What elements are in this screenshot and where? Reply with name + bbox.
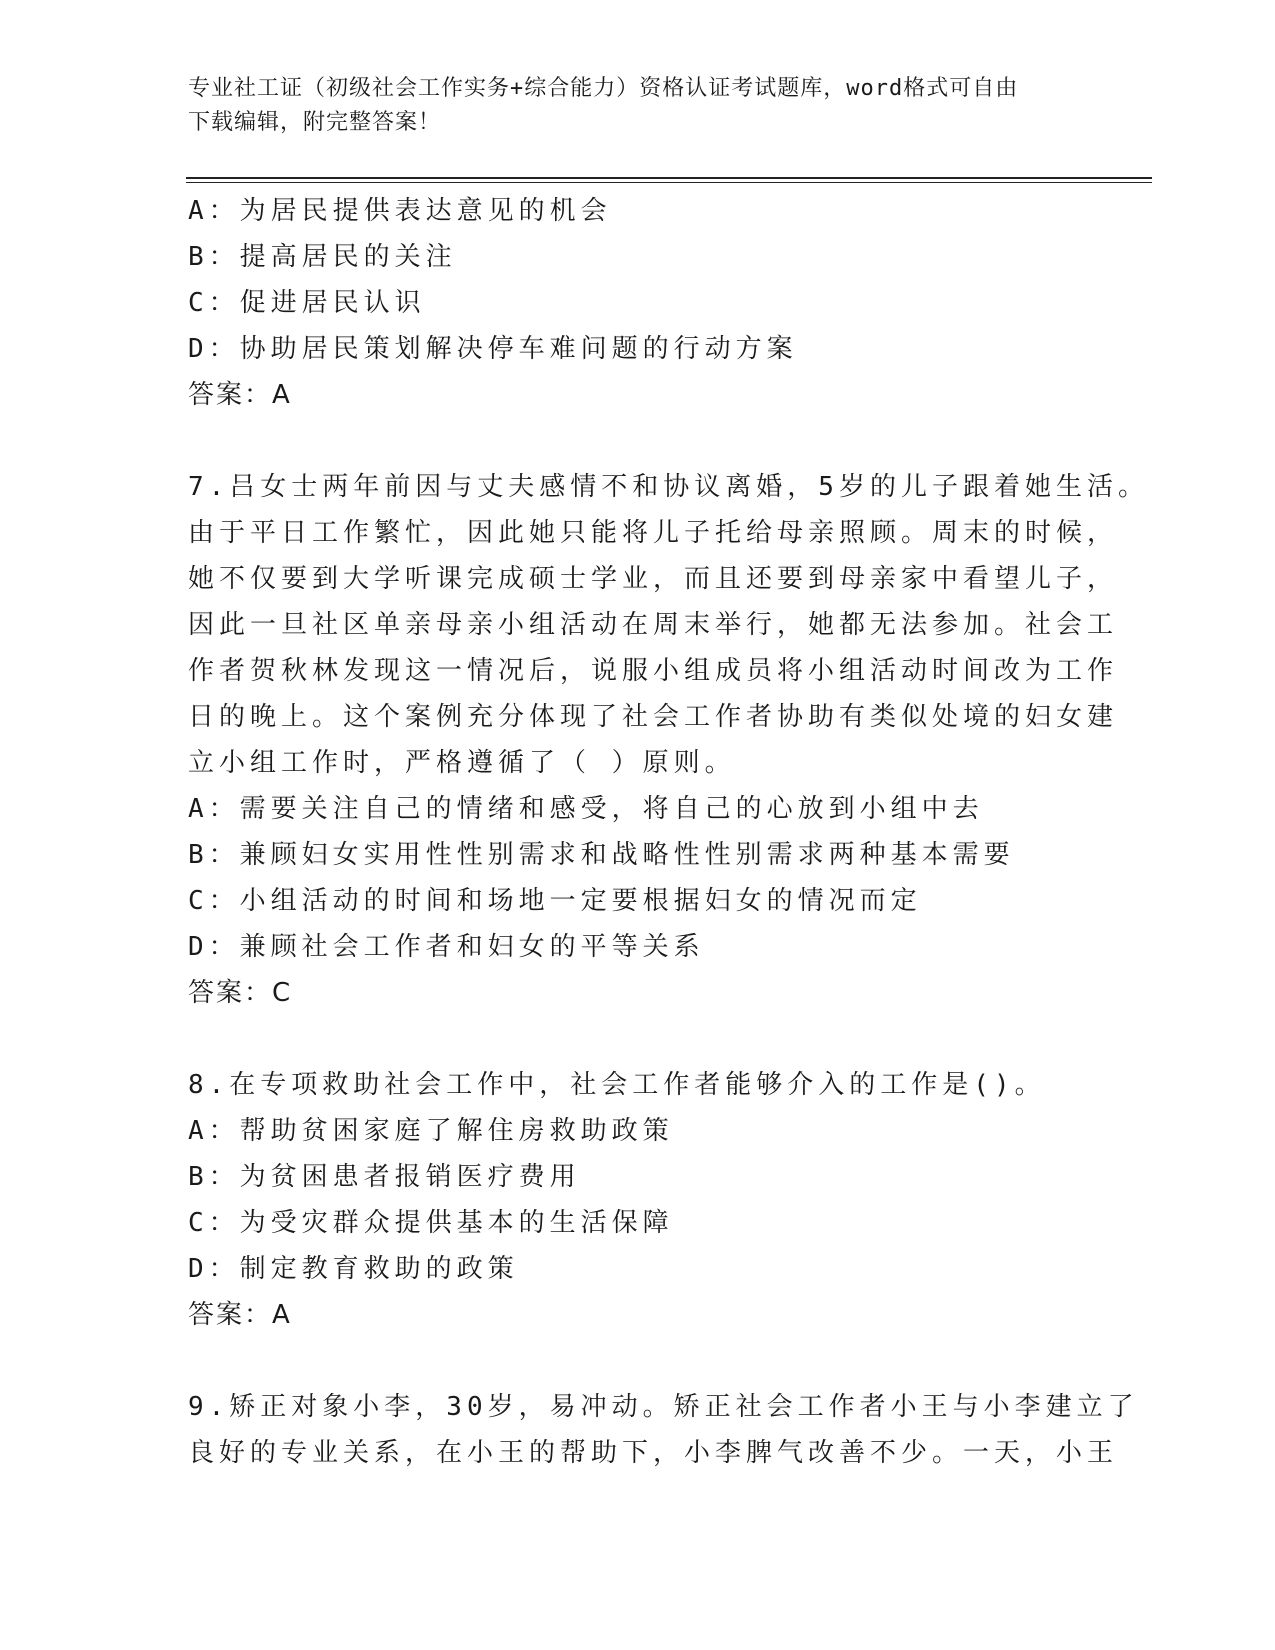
- question-6: [188, 188, 1088, 418]
- q8-option-c: C：为受灾群众提供基本的生活保障: [188, 1208, 674, 1238]
- q7-stem-line-5: 作者贺秋林发现这一情况后，说服小组成员将小组活动时间改为工作: [188, 656, 1119, 686]
- q7-option-c: C：小组活动的时间和场地一定要根据妇女的情况而定: [188, 886, 922, 916]
- q7-stem-line-3: 她不仅要到大学听课完成硕士学业，而且还要到母亲家中看望儿子，: [188, 564, 1119, 594]
- header-rule-thick: [186, 177, 1152, 179]
- q9-stem-line-2: 良好的专业关系，在小王的帮助下，小李脾气改善不少。一天，小王: [188, 1438, 1119, 1468]
- q6-answer: 答案：A: [188, 380, 292, 410]
- q8-option-d: D：制定教育救助的政策: [188, 1254, 519, 1284]
- q8-option-a: A：帮助贫困家庭了解住房救助政策: [188, 1116, 674, 1146]
- q7-option-b: B：兼顾妇女实用性性别需求和战略性性别需求两种基本需要: [188, 840, 1015, 870]
- q7-stem-line-6: 日的晚上。这个案例充分体现了社会工作者协助有类似处境的妇女建: [188, 702, 1119, 732]
- header-rule-thin: [186, 182, 1152, 183]
- document-header: [188, 72, 1088, 140]
- q7-stem-line-4: 因此一旦社区单亲母亲小组活动在周末举行，她都无法参加。社会工: [188, 610, 1119, 640]
- q9-stem-line-1: 9.矫正对象小李，30岁，易冲动。矫正社会工作者小王与小李建立了: [188, 1392, 1139, 1422]
- spacer: [188, 1338, 1088, 1384]
- q6-option-a: A：为居民提供表达意见的机会: [188, 196, 612, 226]
- q7-option-a: A：需要关注自己的情绪和感受，将自己的心放到小组中去: [188, 794, 984, 824]
- header-line-1: 专业社工证（初级社会工作实务+综合能力）资格认证考试题库，word格式可自由: [188, 76, 1019, 101]
- q7-stem-line-7: 立小组工作时，严格遵循了（ ）原则。: [188, 748, 736, 778]
- header-line-2: 下载编辑，附完整答案！: [188, 110, 442, 135]
- spacer: [188, 418, 1088, 464]
- q7-stem-line-1: 7.吕女士两年前因与丈夫感情不和协议离婚，5岁的儿子跟着她生活。: [188, 472, 1149, 502]
- q7-stem-line-2: 由于平日工作繁忙，因此她只能将儿子托给母亲照顾。周末的时候，: [188, 518, 1119, 548]
- spacer: [188, 1016, 1088, 1062]
- q6-option-d: D：协助居民策划解决停车难问题的行动方案: [188, 334, 798, 364]
- q6-option-c: C：促进居民认识: [188, 288, 426, 318]
- q7-answer: 答案：C: [188, 978, 293, 1008]
- q8-stem-line-1: 8.在专项救助社会工作中，社会工作者能够介入的工作是()。: [188, 1070, 1046, 1100]
- question-content: [188, 188, 1149, 1476]
- q8-answer: 答案：A: [188, 1300, 292, 1330]
- question-9: [188, 1384, 1139, 1476]
- question-7: [188, 464, 1149, 1016]
- q7-option-d: D：兼顾社会工作者和妇女的平等关系: [188, 932, 705, 962]
- q6-option-b: B：提高居民的关注: [188, 242, 457, 272]
- q8-option-b: B：为贫困患者报销医疗费用: [188, 1162, 581, 1192]
- question-8: [188, 1062, 1088, 1338]
